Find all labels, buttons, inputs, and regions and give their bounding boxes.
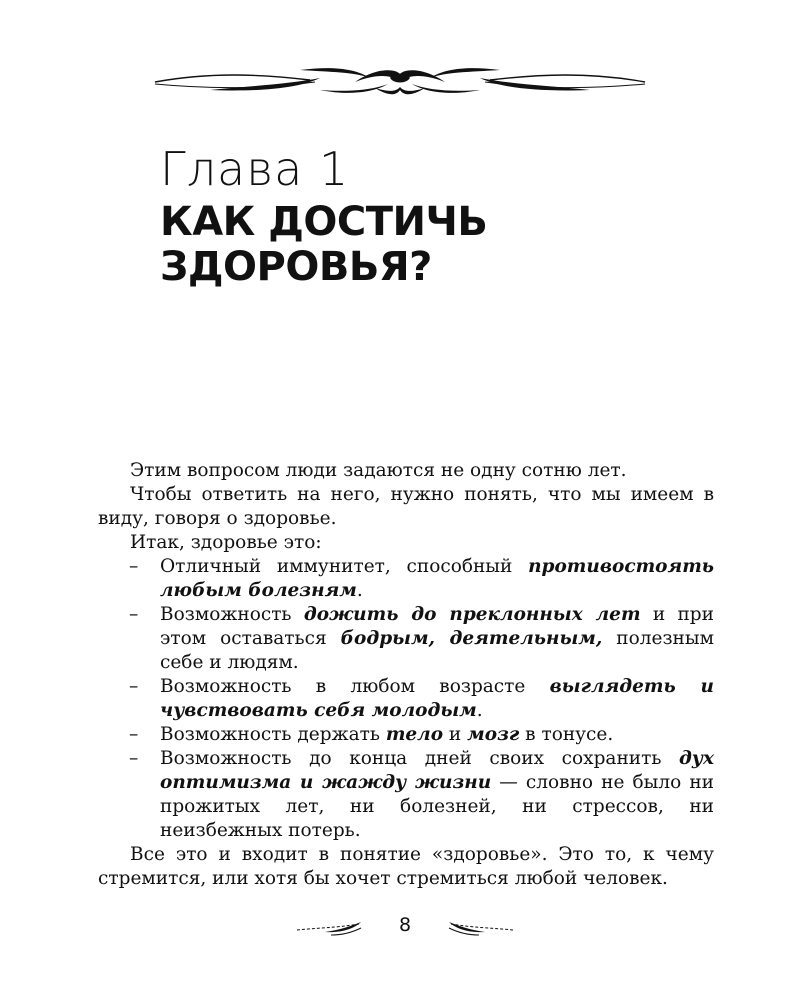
emphasis: дух оптимизма и жажду жизни xyxy=(160,748,714,793)
page-footer xyxy=(295,912,515,942)
emphasis: бодрым, деятельным, xyxy=(340,628,603,649)
ornament-divider xyxy=(150,60,650,104)
paragraph-question: Чтобы ответить на него, нужно понять, что мы имеем в виду, говоря о здоровье. xyxy=(98,484,714,529)
list-dash: – xyxy=(129,676,139,697)
paragraph-intro: Этим вопросом люди задаются не одну сотню лет. xyxy=(130,460,627,481)
page-number: 8 xyxy=(398,914,412,936)
footer-ornament-right xyxy=(447,918,515,938)
list-dash: – xyxy=(129,724,139,745)
paragraph-conclusion: Все это и входит в понятие «здоровье». Это то, к чему стремится, или хотя бы хочет стремиться любой человек. xyxy=(98,844,714,889)
chapter-title xyxy=(160,200,680,290)
list-dash: – xyxy=(129,748,139,769)
list-item: – Отличный иммунитет, способный противостоять любым болезням. xyxy=(129,556,714,601)
chapter-body xyxy=(98,459,714,891)
chapter-title-line-2: ЗДОРОВЬЯ? xyxy=(160,244,432,290)
chapter-label: Глава 1 xyxy=(160,142,350,196)
health-definition-list xyxy=(98,555,714,843)
emphasis: выглядеть и чувствовать себя молодым xyxy=(160,676,714,721)
emphasis: противостоять любым болезням xyxy=(160,556,714,601)
list-dash: – xyxy=(129,556,139,577)
list-item: – Возможность дожить до преклонных лет и при этом оставаться бодрым, деятельным, полезным себе и людям. xyxy=(129,604,714,673)
list-item: – Возможность до конца дней своих сохранить дух оптимизма и жажду жизни — словно не было ни прожитых лет, ни болезней, ни стрессов, ни неизбежных потерь. xyxy=(129,748,714,841)
emphasis: тело xyxy=(385,724,444,745)
emphasis: дожить до преклонных лет xyxy=(303,604,641,625)
paragraph-list-lead: Итак, здоровье это: xyxy=(130,532,322,553)
list-item: – Возможность в любом возрасте выглядеть и чувствовать себя молодым. xyxy=(129,676,714,721)
chapter-title-line-1: КАК ДОСТИЧЬ xyxy=(160,199,488,245)
list-item: – Возможность держать тело и мозг в тонусе. xyxy=(129,724,614,745)
emphasis: мозг xyxy=(467,724,520,745)
list-dash: – xyxy=(129,604,139,625)
